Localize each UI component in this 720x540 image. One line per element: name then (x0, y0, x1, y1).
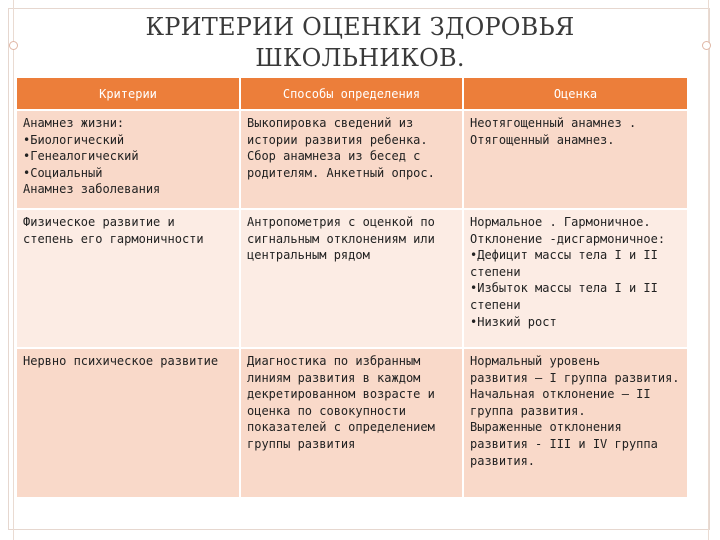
cell-criteria (17, 110, 240, 209)
cell-text: степени (470, 297, 521, 312)
table-header-row (17, 78, 687, 110)
cell-text: развития. (470, 453, 536, 468)
cell-text: степень его гармоничности (23, 231, 204, 246)
cell-text: Начальная отклонение – II (470, 387, 651, 402)
slide-title-line-1: КРИТЕРИИ ОЦЕНКИ ЗДОРОВЬЯ (145, 13, 575, 41)
frame-dot-left (9, 41, 18, 50)
cell-text: Отклонение -дисгармоничное: (470, 231, 666, 246)
cell-assessment (463, 348, 687, 498)
cell-methods (240, 209, 463, 348)
cell-text: •Дефицит массы тела I и II (470, 248, 658, 263)
cell-text: •Генеалогический (23, 149, 139, 164)
cell-text: декретированном возрасте и (247, 387, 435, 402)
table-row (17, 348, 687, 498)
frame-dot-right (702, 41, 711, 50)
cell-assessment (463, 209, 687, 348)
header-criteria: Критерии (17, 78, 240, 110)
cell-methods (240, 110, 463, 209)
table-row (17, 110, 687, 209)
cell-text: Антропометрия с оценкой по (247, 215, 435, 229)
cell-text: Нормальный уровень (470, 354, 601, 368)
cell-criteria (17, 348, 240, 498)
cell-text: центральным рядом (247, 248, 370, 263)
cell-assessment (463, 110, 687, 209)
cell-text: развития - III и IV группа (470, 436, 658, 451)
cell-text: показателей с определением (247, 420, 435, 435)
cell-text: •Избыток массы тела I и II (470, 281, 658, 296)
cell-text: группы развития (247, 436, 356, 451)
cell-text: Физическое развитие и (23, 215, 175, 229)
cell-text: •Социальный (23, 165, 103, 180)
cell-text: Сбор анамнеза из бесед с (247, 149, 421, 164)
cell-criteria (17, 209, 240, 348)
cell-text: Выкопировка сведений из (247, 116, 414, 130)
cell-text: Анамнез заболевания (23, 182, 161, 197)
cell-text: Выраженные отклонения (470, 420, 622, 435)
header-assessment: Оценка (463, 78, 687, 110)
cell-methods (240, 348, 463, 498)
header-methods: Способы определения (240, 78, 463, 110)
cell-text: •Низкий рост (470, 314, 557, 329)
slide-title (80, 12, 640, 74)
cell-text: •Биологический (23, 132, 125, 147)
cell-text: группа развития. (470, 403, 586, 418)
cell-text: истории развития ребенка. (247, 132, 428, 147)
cell-text: степени (470, 264, 521, 279)
table-row (17, 209, 687, 348)
cell-text: Отягощенный анамнез. (470, 132, 615, 147)
cell-text: Анамнез жизни: (23, 116, 125, 130)
frame-line-right (708, 0, 709, 540)
cell-text: Нормальное . Гармоничное. (470, 215, 651, 229)
criteria-table (17, 78, 687, 499)
cell-text: Нервно психическое развитие (23, 354, 219, 368)
slide-title-line-2: ШКОЛЬНИКОВ. (255, 44, 465, 72)
cell-text: развития – I группа развития. (470, 370, 680, 385)
cell-text: линиям развития в каждом (247, 370, 421, 385)
cell-text: сигнальным отклонениям или (247, 231, 435, 246)
cell-text: родителям. Анкетный опрос. (247, 165, 435, 180)
frame-line-left (13, 0, 14, 540)
cell-text: оценка по совокупности (247, 403, 406, 418)
cell-text: Неотягощенный анамнез . (470, 116, 637, 130)
cell-text: Диагностика по избранным (247, 354, 421, 368)
